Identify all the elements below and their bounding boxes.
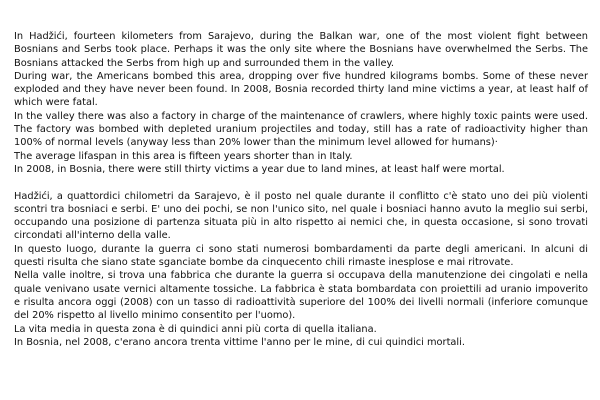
italian-paragraph-2: In questo luogo, durante la guerra ci sono stati numerosi bombardamenti da parte degli americani. In alcuni di questi risulta che siano state sganciate bombe da cinquecento chili rimaste inesplose e mai ritrovate.: [14, 243, 588, 269]
italian-section: [14, 190, 588, 350]
italian-paragraph-5: In Bosnia, nel 2008, c'erano ancora trenta vittime l'anno per le mine, di cui quindici mortali.: [14, 336, 465, 348]
italian-paragraph-4: La vita media in questa zona è di quindici anni più corta di quella italiana.: [14, 323, 377, 335]
english-paragraph-5: In 2008, in Bosnia, there were still thirty victims a year due to land mines, at least half were mortal.: [14, 163, 505, 175]
english-paragraph-2: During war, the Americans bombed this area, dropping over five hundred kilograms bombs. Some of these never exploded and they have never been found. In 2008, Bosnia recorded thirty land mine victims a year, at least half of which were fatal.: [14, 70, 588, 109]
english-section: [14, 30, 588, 176]
italian-paragraph-1: Hadžići, a quattordici chilometri da Sarajevo, è il posto nel quale durante il conflitto c'è stato uno dei più violenti scontri tra bosniaci e serbi. E' uno dei pochi, se non l'unico sito, nel quale i bosniaci hanno avuto la meglio sui serbi, occupando una posizione di partenza situata più in alto rispetto ai nemici che, in questa occasione, si sono trovati circondati all'interno della valle.: [14, 190, 588, 242]
document-body: [14, 30, 588, 349]
italian-paragraph-3: Nella valle inoltre, si trova una fabbrica che durante la guerra si occupava della manutenzione dei cingolati e nella quale venivano usate vernici altamente tossiche. La fabbrica è stata bombardata con proiettili ad uranio impoverito e risulta ancora oggi (2008) con un tasso di radioattività superiore del 100% dei livelli normali (inferiore comunque del 20% rispetto al livello minimo consentito per l'uomo).: [14, 270, 588, 322]
english-paragraph-1: In Hadžići, fourteen kilometers from Sarajevo, during the Balkan war, one of the most violent fight between Bosnians and Serbs took place. Perhaps it was the only site where the Bosnians have overwhelmed the Serbs. The Bosnians attacked the Serbs from high up and surrounded them in the valley.: [14, 31, 588, 69]
section-gap: [14, 176, 588, 189]
english-paragraph-3: In the valley there was also a factory in charge of the maintenance of crawlers, where highly toxic paints were used. The factory was bombed with depleted uranium projectiles and today, still has a rate of radioactivity higher than 100% of normal levels (anyway less than 20% lower than the minimum level allowed for humans)·: [14, 110, 588, 149]
english-paragraph-4: The average lifaspan in this area is fifteen years shorter than in Italy.: [14, 150, 353, 162]
